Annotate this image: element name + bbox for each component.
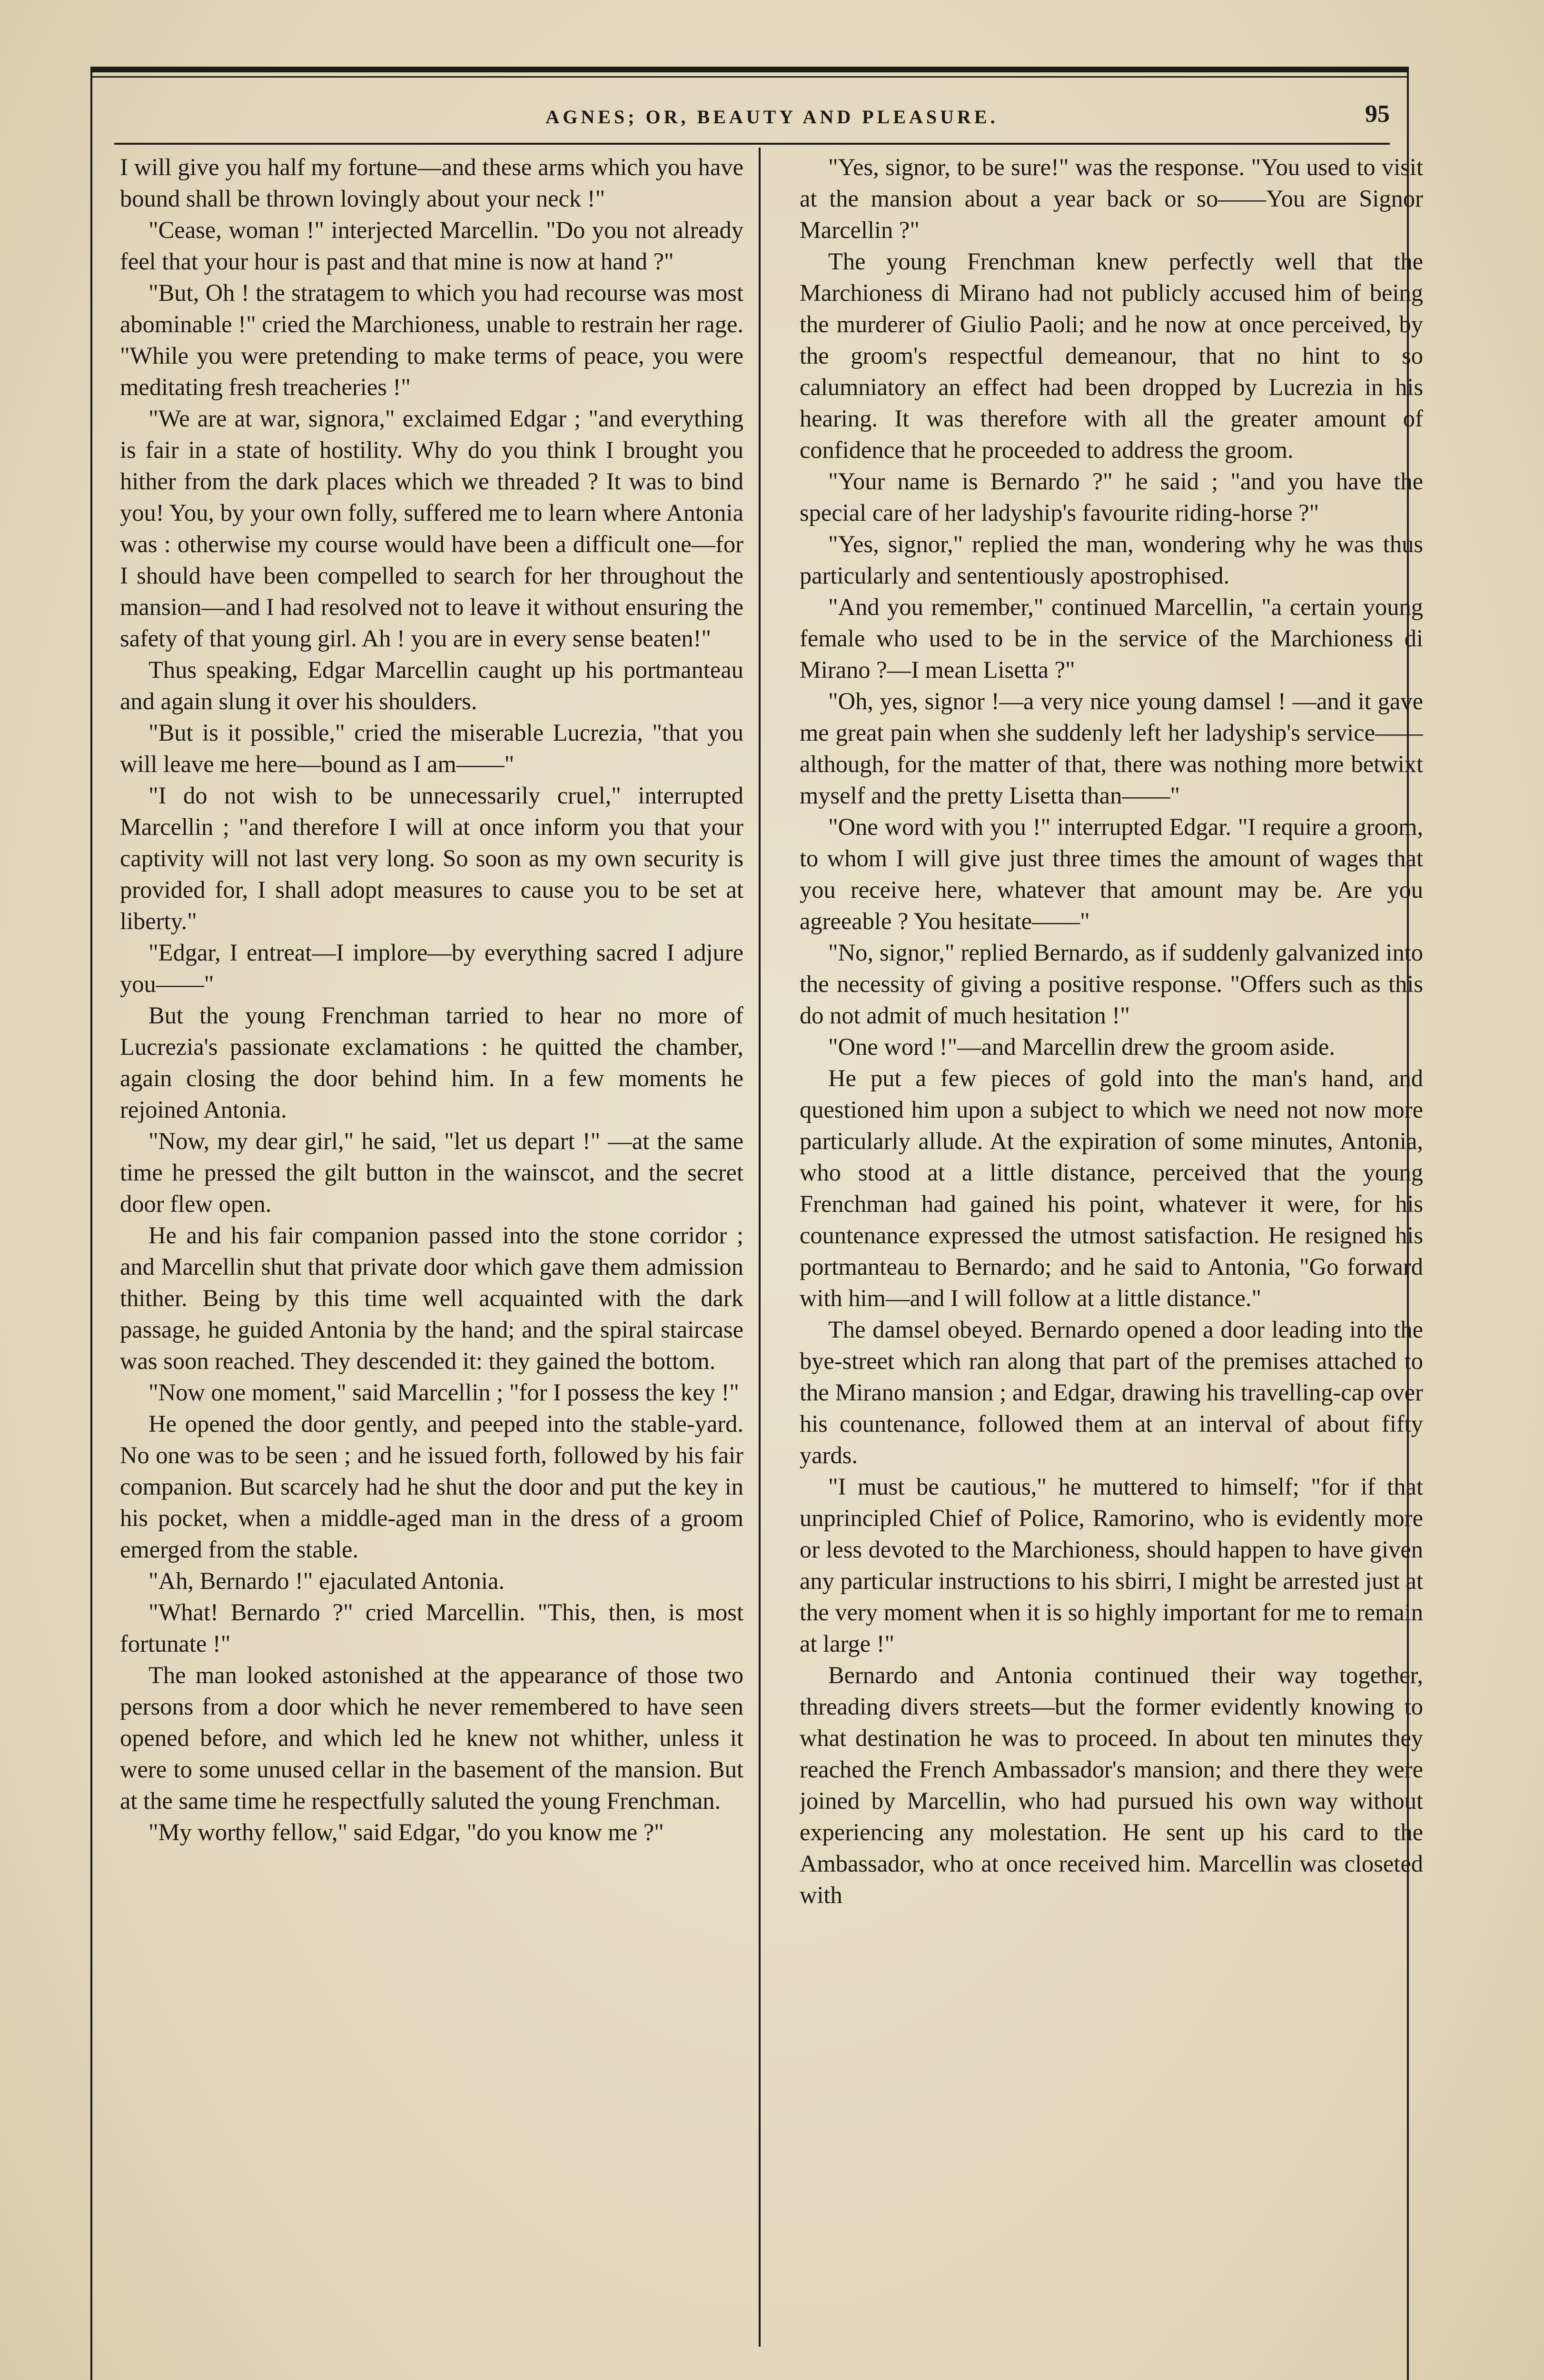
- paragraph: He and his fair companion passed into the stone corridor ; and Marcellin shut that private door which gave them admission thither. Being by this time well acquainted with the dark passage, he guided Antonia by the hand; and the spiral staircase was soon reached. They descended it: they gained the bottom.: [120, 1222, 743, 1374]
- page-number: 95: [1365, 100, 1390, 128]
- paragraph: "One word with you !" interrupted Edgar. "I require a groom, to whom I will give just three times the amount of wages that you receive here, whatever that amount may be. Are you agreeable ? You hesitate——": [800, 813, 1423, 934]
- paragraph: "Yes, signor, to be sure!" was the response. "You used to visit at the mansion about a year back or so——You are Signor Marcellin ?": [800, 154, 1423, 243]
- paragraph: The young Frenchman knew perfectly well that the Marchioness di Mirano had not publicly accused him of being the murderer of Giulio Paoli; and he now at once perceived, by the groom's respectful demeanour, that no hint to so calumniatory an effect had been dropped by Lucrezia in his hearing. It was therefore with all the greater amount of confidence that he proceeded to address the groom.: [800, 248, 1423, 463]
- header-rule: [114, 143, 1390, 145]
- right-text-column: [800, 151, 1423, 2341]
- paragraph: "But is it possible," cried the miserable Lucrezia, "that you will leave me here—bound as I am——": [120, 719, 743, 777]
- paragraph: "No, signor," replied Bernardo, as if suddenly galvanized into the necessity of giving a positive response. "Offers such as this do not admit of much hesitation !": [800, 939, 1423, 1029]
- column-divider: [759, 148, 761, 2347]
- paragraph: "What! Bernardo ?" cried Marcellin. "This, then, is most fortunate !": [120, 1599, 743, 1657]
- paragraph: "But, Oh ! the stratagem to which you had recourse was most abominable !" cried the Marchioness, unable to restrain her rage. "While you were pretending to make terms of peace, you were meditating fresh treacheries !": [120, 279, 743, 400]
- paragraph: Thus speaking, Edgar Marcellin caught up his portmanteau and again slung it over his shoulders.: [120, 656, 743, 714]
- paragraph: The man looked astonished at the appearance of those two persons from a door which he never remembered to have seen opened before, and which led he knew not whither, unless it were to some unused cellar in the basement of the mansion. But at the same time he respectfully saluted the young Frenchman.: [120, 1662, 743, 1814]
- left-border-rule: [90, 67, 92, 2380]
- top-border-thin-rule: [90, 76, 1409, 78]
- paragraph: "We are at war, signora," exclaimed Edgar ; "and everything is fair in a state of hostility. Why do you think I brought you hither from the dark places which we threaded ? It was to bind you! You, by your own folly, suffered me to learn where Antonia was : otherwise my course would have been a difficult one—for I should have been compelled to search for her throughout the mansion—and I had resolved not to leave it without ensuring the safety of that young girl. Ah ! you are in every sense beaten!": [120, 405, 743, 652]
- paragraph: "Cease, woman !" interjected Marcellin. "Do you not already feel that your hour is past and that mine is now at hand ?": [120, 217, 743, 275]
- paragraph: "Now, my dear girl," he said, "let us depart !" —at the same time he pressed the gilt button in the wainscot, and the secret door flew open.: [120, 1128, 743, 1217]
- paragraph: "Oh, yes, signor !—a very nice young damsel ! —and it gave me great pain when she suddenly left her ladyship's service——although, for the matter of that, there was nothing more betwixt myself and the pretty Lisetta than——": [800, 688, 1423, 809]
- top-border-rule: [90, 67, 1409, 72]
- paragraph: "Yes, signor," replied the man, wondering why he was thus particularly and sententiously apostrophised.: [800, 531, 1423, 589]
- paragraph: "Ah, Bernardo !" ejaculated Antonia.: [148, 1567, 505, 1594]
- paragraph: He put a few pieces of gold into the man's hand, and questioned him upon a subject to which we need not now more particularly allude. At the expiration of some minutes, Antonia, who stood at a little distance, perceived that the young Frenchman had gained his point, whatever it were, for his countenance expressed the utmost satisfaction. He resigned his portmanteau to Bernardo; and he said to Antonia, "Go forward with him—and I will follow at a little distance.": [800, 1065, 1423, 1311]
- paragraph: Bernardo and Antonia continued their way together, threading divers streets—but the former evidently knowing to what destination he was to proceed. In about ten minutes they reached the French Ambassador's mansion; and there they were joined by Marcellin, who had pursued his own way without experiencing any molestation. He sent up his card to the Ambassador, who at once received him. Marcellin was closeted with: [800, 1662, 1423, 1908]
- paragraph: "Edgar, I entreat—I implore—by everything sacred I adjure you——": [120, 939, 743, 997]
- paragraph: "And you remember," continued Marcellin, "a certain young female who used to be in the service of the Marchioness di Mirano ?—I mean Lisetta ?": [800, 594, 1423, 683]
- paragraph: "Now one moment," said Marcellin ; "for I possess the key !": [148, 1379, 739, 1406]
- paragraph: "Your name is Bernardo ?" he said ; "and you have the special care of her ladyship's favourite riding-horse ?": [800, 468, 1423, 526]
- running-header-title: AGNES; OR, BEAUTY AND PLEASURE.: [545, 106, 999, 128]
- paragraph: "One word !"—and Marcellin drew the groom aside.: [828, 1033, 1335, 1060]
- paragraph: "I do not wish to be unnecessarily cruel," interrupted Marcellin ; "and therefore I will at once inform you that your captivity will not last very long. So soon as my own security is provided for, I shall adopt measures to cause you to be set at liberty.": [120, 782, 743, 934]
- paragraph: The damsel obeyed. Bernardo opened a door leading into the bye-street which ran along that part of the premises attached to the Mirano mansion ; and Edgar, drawing his travelling-cap over his countenance, followed them at an interval of about fifty yards.: [800, 1316, 1423, 1468]
- paragraph: "My worthy fellow," said Edgar, "do you know me ?": [148, 1819, 664, 1845]
- paragraph: But the young Frenchman tarried to hear no more of Lucrezia's passionate exclamations : he quitted the chamber, again closing the door behind him. In a few moments he rejoined Antonia.: [120, 1002, 743, 1123]
- paragraph: I will give you half my fortune—and these arms which you have bound shall be thrown lovingly about your neck !": [120, 154, 743, 212]
- paragraph: He opened the door gently, and peeped into the stable-yard. No one was to be seen ; and he issued forth, followed by his fair companion. But scarcely had he shut the door and put the key in his pocket, when a middle-aged man in the dress of a groom emerged from the stable.: [120, 1410, 743, 1563]
- left-text-column: [120, 151, 743, 2341]
- paragraph: "I must be cautious," he muttered to himself; "for if that unprincipled Chief of Police, Ramorino, who is evidently more or less devoted to the Marchioness, should happen to have given any particular instructions to his sbirri, I might be arrested just at the very moment when it is so highly important for me to remain at large !": [800, 1473, 1423, 1657]
